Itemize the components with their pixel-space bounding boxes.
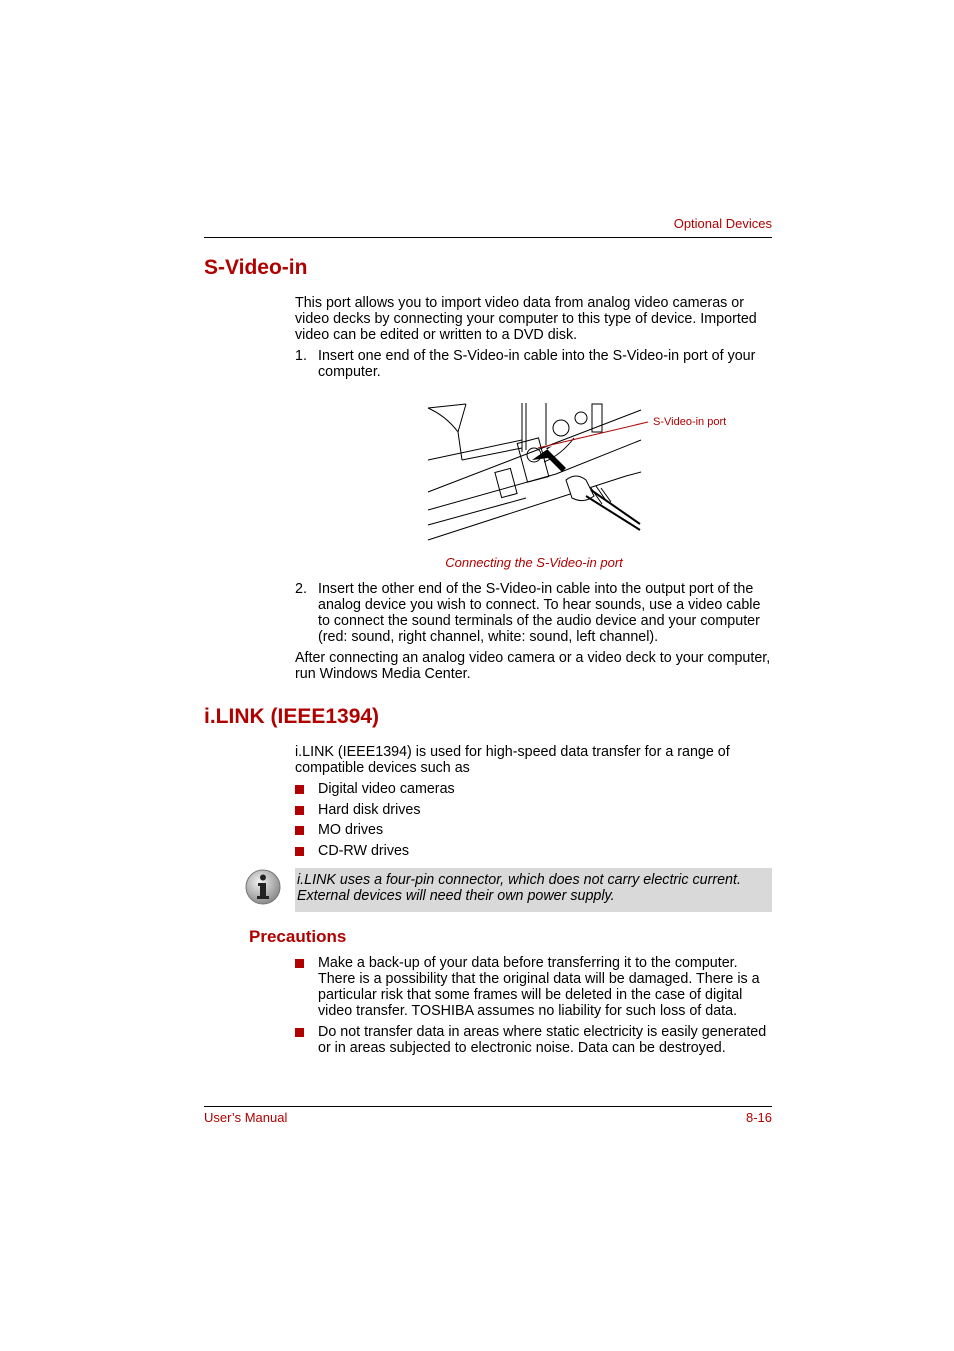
bullet xyxy=(295,959,304,968)
footer-manual-title: User’s Manual xyxy=(204,1110,288,1125)
header-rule xyxy=(204,237,772,238)
list-item xyxy=(0,781,954,799)
svideo-intro: This port allows you to import video data from analog video cameras or video decks by connecting your computer to this type of device. Imported video can be edited or written to a DVD disk. xyxy=(295,295,757,343)
step-text: Insert the other end of the S-Video-in cable into the output port of the analog device you wish to connect. To hear sounds, use a video cable to connect the sound terminals of the audio device and your computer (red: sound, right channel, white: sound, left channel). xyxy=(318,581,761,645)
ilink-intro: i.LINK (IEEE1394) is used for high-speed data transfer for a range of compatible devices such as xyxy=(295,744,730,776)
step-number: 2. xyxy=(295,581,307,597)
list-item xyxy=(0,802,954,820)
figure-caption: Connecting the S-Video-in port xyxy=(445,555,623,570)
info-icon xyxy=(244,868,282,906)
section-title-ilink: i.LINK (IEEE1394) xyxy=(204,705,380,728)
list-item xyxy=(0,1024,954,1058)
figure-callout-label: S-Video-in port xyxy=(653,416,727,428)
list-item-text: MO drives xyxy=(318,822,384,838)
svideo-step-2 xyxy=(0,581,954,647)
section-title-svideo: S-Video-in xyxy=(204,256,308,279)
bullet xyxy=(295,847,304,856)
svideo-after: After connecting an analog video camera or a video deck to your computer, run Windows Media Center. xyxy=(295,650,771,682)
list-item xyxy=(0,843,954,861)
list-item-text: CD-RW drives xyxy=(318,843,410,859)
bullet xyxy=(295,826,304,835)
step-text: Insert one end of the S-Video-in cable into the S-Video-in port of your computer. xyxy=(318,348,756,380)
step-number: 1. xyxy=(295,348,307,364)
subsection-title-precautions: Precautions xyxy=(249,927,347,946)
bullet xyxy=(295,785,304,794)
page-number: 8-16 xyxy=(745,1110,772,1125)
list-item xyxy=(0,955,954,1021)
list-item xyxy=(0,822,954,840)
list-item-text: Do not transfer data in areas where static electricity is easily generated or in areas subjected to electronic noise. Data can be destroyed. xyxy=(318,1024,767,1056)
list-item-text: Hard disk drives xyxy=(318,802,421,818)
list-item-text: Digital video cameras xyxy=(318,781,455,797)
svideo-step-1 xyxy=(0,348,954,382)
bullet xyxy=(295,1028,304,1037)
list-item-text: Make a back-up of your data before transferring it to the computer. There is a possibility that the original data will be damaged. There is a particular risk that some frames will be deleted in the case of digital video transfer. TOSHIBA assumes no liability for such loss of data. xyxy=(318,955,760,1019)
running-header: Optional Devices xyxy=(673,216,772,231)
note-text: i.LINK uses a four-pin connector, which does not carry electric current. External devices will need their own power supply. xyxy=(297,872,741,904)
footer-rule xyxy=(204,1106,772,1107)
bullet xyxy=(295,806,304,815)
device-list xyxy=(0,781,954,865)
